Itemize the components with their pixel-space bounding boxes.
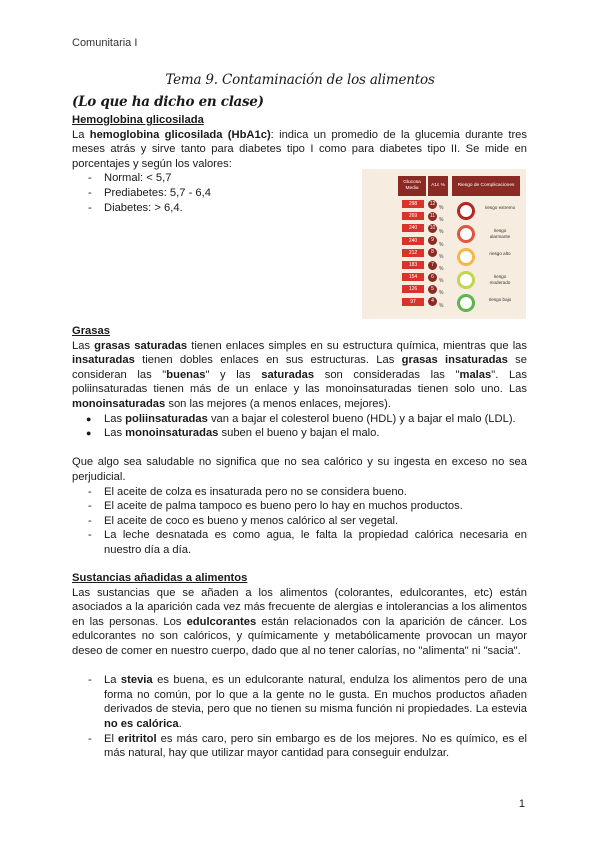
page-subtitle: (Lo que ha dicho en clase) — [72, 94, 264, 110]
section-heading-hemoglobina: Hemoglobina glicosilada — [72, 114, 204, 126]
chart-risk-label: riesgo bajo — [488, 297, 512, 302]
chart-glucose-value: 269 — [402, 212, 424, 220]
chart-percent-sign: % — [439, 229, 444, 236]
page-number: 1 — [518, 798, 525, 810]
chart-glucose-value: 183 — [402, 261, 424, 269]
text-run: tienen enlaces simples en su estructura química, mientras que las — [187, 339, 527, 352]
text-run: Las sustancias que se añaden a los alimentos (colorantes, edulcorantes, etc) están asociados a la aparición cada vez más frecuente de alergias e intolerancias a los alimentos en las personas. Los — [72, 586, 527, 628]
chart-col-a1c: A1c % — [428, 176, 448, 196]
chart-a1c-value: 9 — [428, 236, 437, 245]
chart-a1c-value: 12 — [429, 200, 436, 207]
chart-glucose-value: 298 — [402, 200, 424, 208]
chart-percent-sign: % — [439, 205, 444, 211]
aceites-list — [72, 485, 527, 558]
sustancias-paragraph — [72, 586, 527, 659]
text-run: La — [72, 128, 90, 141]
text-run-bold: hemoglobina glicosilada (HbA1c) — [89, 128, 271, 141]
hba1c-values-list — [72, 171, 337, 215]
chart-risk-label: riesgo alto — [489, 251, 511, 256]
text-run-bold: poliinsaturadas — [125, 412, 208, 425]
text-run: es buena, es un edulcorante natural, endulza los alimentos pero de una forma no común, por lo que a la gente no le gusta. En muchos productos añaden derivados de stevia, pero que no tienen su misma función ni propiedades. La estevia — [104, 674, 527, 716]
text-run-bold: buenas — [166, 368, 206, 381]
chart-a1c-value: 6 — [428, 273, 437, 282]
bullet-text — [104, 427, 380, 439]
page-title: Tema 9. Contaminación de los alimentos — [165, 72, 435, 88]
list-text: - La leche desnatada es como agua, le falta la propiedad calórica necesaria en nuestro día a día. — [104, 529, 527, 556]
list-text: - El aceite de palma tampoco es bueno pero lo hay en muchos productos. — [104, 500, 463, 513]
list-text: - El aceite de coco es bueno y menos calórico al ser vegetal. — [104, 514, 399, 527]
text-run-bold: malas — [459, 368, 492, 381]
chart-percent-sign: % — [439, 253, 444, 260]
list-item: - Prediabetes: 5,7 - 6,4 — [72, 186, 337, 201]
chart-percent-sign: % — [439, 217, 444, 224]
chart-percent-sign: % — [439, 278, 444, 285]
chart-glucose-value: 97 — [402, 298, 424, 306]
text-run-bold: saturadas — [261, 368, 315, 381]
chart-glucose-value: 154 — [402, 273, 424, 281]
grasas-bullets — [72, 412, 527, 441]
risk-face-icon — [457, 271, 475, 289]
edulcorantes-list — [72, 673, 527, 761]
section-grasas — [72, 324, 527, 558]
hemoglobina-paragraph — [72, 128, 527, 172]
text-run-bold: monoinsaturadas — [72, 397, 166, 410]
chart-a1c-value: 11 — [429, 212, 436, 219]
chart-a1c-value: 5 — [428, 285, 437, 294]
text-run: son consideradas las " — [314, 368, 460, 381]
text-run-bold: edulcorantes — [186, 615, 257, 628]
list-text — [104, 732, 527, 761]
text-run-bold: monoinsaturadas — [125, 427, 219, 440]
list-text: - El aceite de colza es insaturada pero no se considera bueno. — [104, 485, 407, 498]
chart-percent-sign: % — [439, 302, 444, 309]
chart-glucose-value: 240 — [402, 237, 424, 245]
section-sustancias — [72, 571, 527, 761]
text-run: Las — [104, 412, 126, 425]
saludable-paragraph: Que algo sea saludable no significa que no sea calórico y su ingesta en exceso no sea perjudicial. — [72, 456, 527, 483]
chart-risk-label: riesgo alarmante — [489, 228, 511, 239]
bullet-text — [104, 413, 516, 425]
section-heading-grasas: Grasas — [72, 325, 110, 337]
risk-face-icon — [457, 248, 475, 266]
text-run-bold: insaturadas — [72, 354, 135, 367]
list-item — [72, 528, 527, 557]
chart-risk-label: riesgo moderado — [489, 274, 511, 285]
list-item: - Diabetes: > 6,4. — [72, 201, 337, 216]
text-run: tienen dobles enlaces en sus estructuras. Las — [134, 354, 402, 367]
running-header: Comunitaria I — [72, 37, 138, 49]
list-item: - Normal: < 5,7 — [72, 171, 337, 186]
text-run-bold: grasas saturadas — [94, 339, 188, 352]
list-item — [72, 412, 527, 427]
chart-a1c-value: 7 — [428, 261, 437, 270]
text-run: van a bajar el colesterol bueno (HDL) y a bajar el malo (LDL). — [207, 412, 516, 425]
text-run: están relacionados con la aparición de cáncer. Los edulcorantes no son calóricos, y químicamente y metabólicamente provocan un mayor deseo de comer en nuestro cuerpo, dado que al no tener calorías, no "alimenta" ni "sacia". — [72, 615, 527, 657]
chart-percent-sign: % — [439, 266, 444, 272]
text-run-bold: stevia — [120, 674, 153, 687]
text-run: El — [104, 732, 119, 745]
risk-face-icon — [457, 294, 475, 312]
text-run-bold: eritritol — [118, 732, 157, 745]
text-run: es más caro, pero sin embargo es de los mejores. No es químico, es el más natural, hay que utilizar mayor cantidad para conseguir endulzar. — [104, 732, 527, 760]
text-run: Las — [104, 427, 126, 440]
text-run: ". Las poliinsaturadas tienen más de un enlace y las monoinsaturadas tienen solo uno. Las — [72, 368, 527, 396]
risk-face-icon — [457, 225, 475, 243]
chart-a1c-value: 10 — [429, 224, 436, 231]
risk-face-icon — [457, 202, 475, 220]
chart-a1c-value: 4 — [428, 297, 437, 306]
section-heading-sustancias: Sustancias añadidas a alimentos — [72, 572, 248, 584]
chart-col-risk: Riesgo de Complicaciones — [452, 176, 520, 196]
chart-percent-sign: % — [439, 290, 444, 297]
text-run-bold: grasas insaturadas — [401, 354, 508, 367]
list-item — [72, 732, 527, 761]
list-item — [72, 426, 527, 441]
text-run-bold: no es calórica — [104, 717, 179, 730]
chart-percent-sign: % — [439, 241, 444, 248]
chart-glucose-value: 126 — [402, 285, 424, 293]
text-run: " y las — [205, 368, 262, 381]
text-run: . — [178, 717, 182, 730]
text-run: Las — [72, 339, 95, 352]
chart-risk-label: riesgo extremo — [484, 205, 516, 210]
chart-glucose-value: 240 — [402, 224, 424, 232]
text-run: La — [104, 674, 121, 687]
grasas-paragraph — [72, 339, 527, 412]
list-item — [72, 514, 527, 529]
list-item — [72, 485, 527, 500]
text-run: suben el bueno y bajan el malo. — [218, 427, 380, 440]
text-run: se consideran las " — [72, 354, 527, 381]
chart-glucose-value: 212 — [402, 249, 424, 257]
list-text — [104, 673, 527, 731]
text-run: son las mejores (a menos enlaces, mejores). — [165, 397, 391, 410]
list-item — [72, 499, 527, 514]
text-run: : indica un promedio de la glucemia durante tres meses atrás y sirve tanto para diabetes tipo I como para diabetes tipo II. Se mide en porcentajes y según los valores: — [72, 128, 527, 170]
list-item — [72, 673, 527, 731]
chart-col-glucose: Glucosa Media — [398, 176, 426, 196]
chart-a1c-value: 8 — [428, 248, 437, 257]
hba1c-risk-chart — [362, 169, 526, 319]
